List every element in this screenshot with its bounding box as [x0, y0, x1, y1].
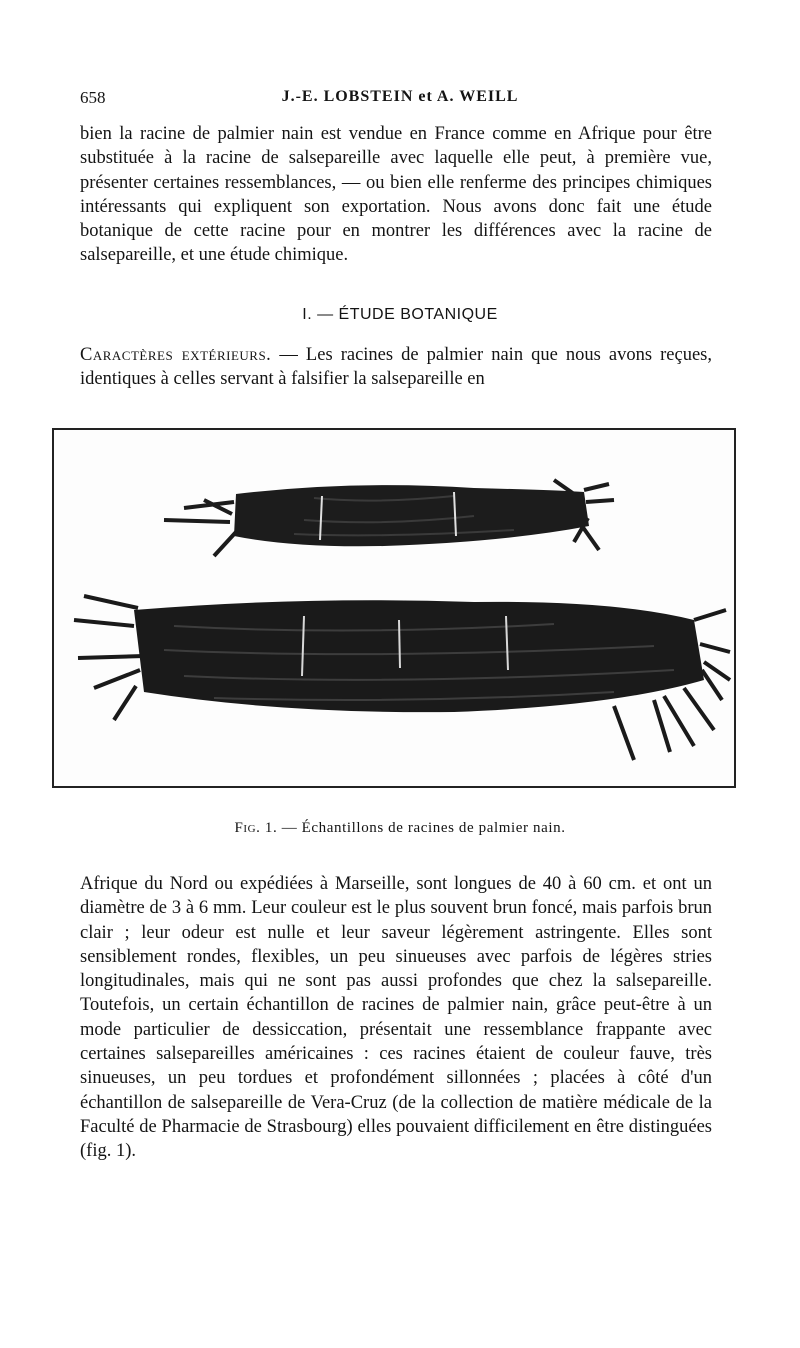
caption-text: — Échantillons de racines de palmier nain. [277, 820, 566, 836]
figure-caption [0, 820, 800, 837]
caption-label: Fig. 1. [234, 820, 278, 836]
paragraph-intro: bien la racine de palmier nain est vendue en France comme en Afrique pour être substituée à la racine de salsepareille avec laquelle elle peut, à première vue, présenter certaines ressemblances, — ou bien elle renferme des principes chimiques intéressants qui expliquent son exportation. Nous avons donc fait une étude botanique de cette racine pour en montrer les différences avec la racine de salsepareille, et une étude chimique. [80, 124, 712, 266]
figure-root-photo [52, 428, 736, 788]
paragraph-body: — Les racines de palmier nain que nous avons reçues, identiques à celles servant à falsifier la salsepareille en [80, 345, 712, 390]
root-bundles-photo [54, 430, 734, 786]
section-title: I. — ÉTUDE BOTANIQUE [302, 306, 498, 323]
page-header [80, 88, 720, 112]
running-head: J.-E. LOBSTEIN et A. WEILL [281, 88, 519, 105]
paragraph-lead: Caractères extérieurs. [80, 345, 272, 365]
page-number: 658 [80, 88, 106, 107]
paragraph-exterior-characters [80, 343, 712, 392]
paragraph-description: Afrique du Nord ou expédiées à Marseille, sont longues de 40 à 60 cm. et ont un diamètre de 3 à 6 mm. Leur couleur est le plus souvent brun foncé, mais parfois brun clair ; leur odeur est nulle et leur saveur légèrement astringente. Elles sont sensiblement rondes, flexibles, un peu sinueuses avec parfois de légères stries longitudinales, mais qui ne sont pas aussi profondes que chez la salsepareille. Toutefois, un certain échantillon de racines de palmier nain, grâce peut-être à un mode particulier de dessiccation, présentait une ressemblance frappante avec certaines salsepareilles américaines : ces racines étaient de couleur fauve, très sinueuses, un peu tordues et profondément sillonnées ; placées à côté d'un échantillon de salsepareille de Vera-Cruz (de la collection de matière médicale de la Faculté de Pharmacie de Strasbourg) elles pouvaient difficilement en être distinguées (fig. 1). [80, 874, 712, 1162]
